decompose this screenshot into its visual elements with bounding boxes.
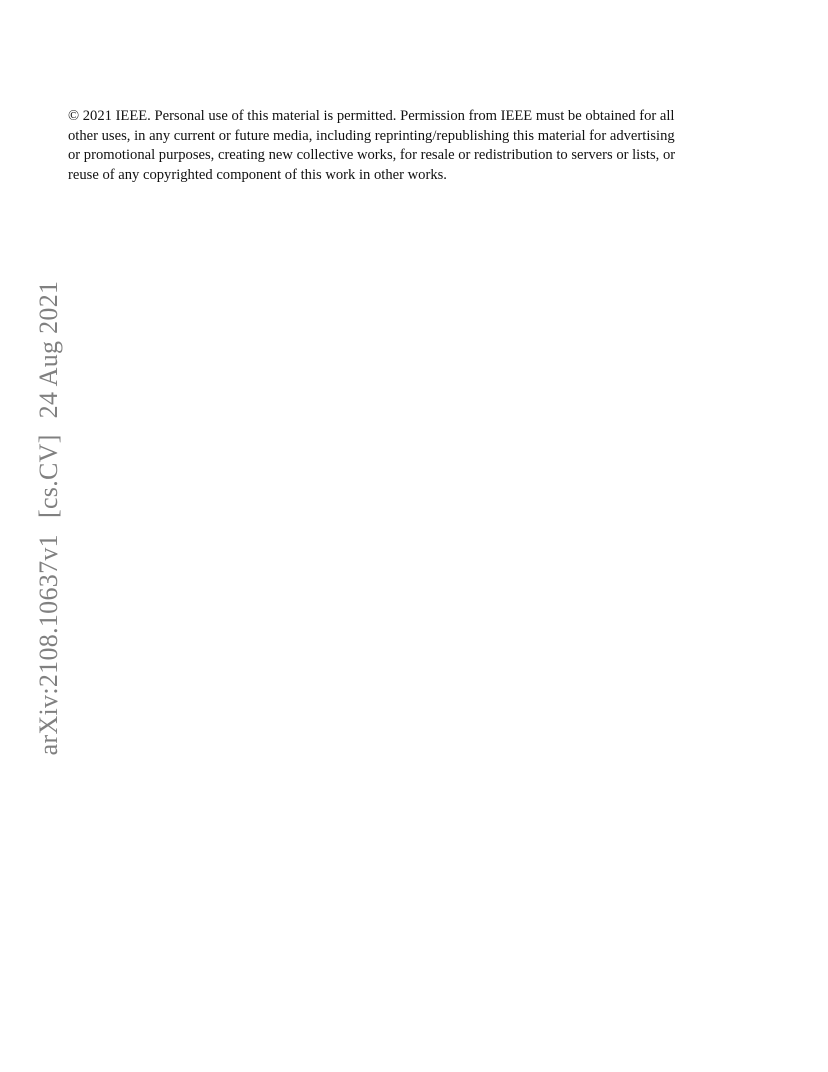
arxiv-category: [cs.CV] (34, 434, 63, 519)
copyright-notice-line: © 2021 IEEE. Personal use of this material is permitted. Permission from IEEE must be obtained for all (68, 108, 675, 124)
copyright-notice-line: or promotional purposes, creating new collective works, for resale or redistribution to servers or lists, or (68, 147, 676, 164)
copyright-notice-line: reuse of any copyrighted component of this work in other works. (68, 166, 447, 183)
arxiv-side-stamp (34, 281, 64, 756)
copyright-notice-line: other uses, in any current or future media, including reprinting/republishing this material for advertising (68, 127, 675, 144)
copyright-notice (68, 107, 758, 185)
arxiv-date: 24 Aug 2021 (34, 280, 63, 419)
arxiv-id: arXiv:2108.10637v1 (34, 534, 63, 756)
